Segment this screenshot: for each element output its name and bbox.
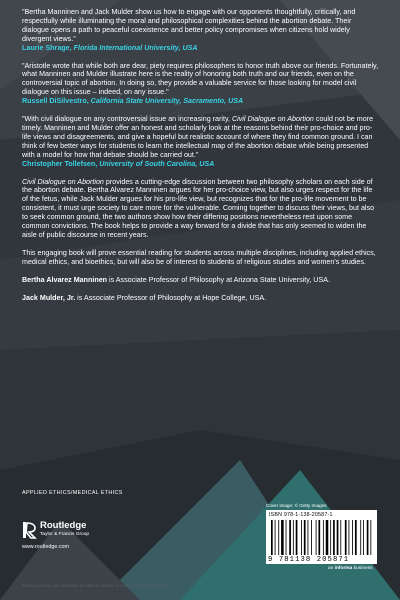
author-bio-1: Bertha Alvarez Manninen is Associate Professor of Philosophy at Arizona State University, USA. bbox=[22, 275, 330, 284]
reviewer-affiliation: Florida International University, USA bbox=[73, 43, 198, 52]
isbn-label: ISBN 978-1-138-20587-1 bbox=[269, 512, 333, 518]
barcode-bar bbox=[271, 520, 273, 555]
barcode-bar bbox=[333, 520, 335, 555]
book-description: Civil Dialogue on Abortion provides a cutting-edge discussion between two philosophy scholars on each side of the abortion debate. Bertha Alvarez Manninen argues for her pro-choice view, but also urges respect for the life of the fetus, while Jack Mulder argues for his pro-life view, but recognizes that for the pro-life movement to be consistent, it must urge society to care more for the vulnerable. Coming together to discuss their views, but also to seek common ground, the two authors show how their differing positions nevertheless rest upon some common convictions. The book helps to provide a way forward for a divide that has only seemed to widen the aisle of public discourse in recent years. bbox=[22, 177, 375, 239]
author-name: Bertha Alvarez Manninen bbox=[22, 275, 108, 284]
informa-business: an informa business bbox=[328, 566, 373, 571]
reviewer-affiliation: California State University, Sacramento, USA bbox=[90, 97, 244, 106]
subject-category: APPLIED ETHICS/MEDICAL ETHICS bbox=[22, 490, 123, 496]
ebook-note: Routledge titles are available as eBook editions in a range of digital formats bbox=[22, 583, 169, 588]
readership-paragraph: This engaging book will prove essential reading for students across multiple disciplines, including applied ethics, medical ethics, and bioethics, but will also be of interest to students of religious studies and women's studies. bbox=[22, 248, 376, 266]
barcode-bar bbox=[323, 520, 324, 555]
barcode-bar bbox=[352, 520, 353, 555]
quote-attribution bbox=[22, 160, 380, 169]
barcode-icon bbox=[269, 520, 374, 555]
barcode-bar bbox=[318, 520, 320, 555]
review-quote-1 bbox=[22, 8, 380, 53]
book-title: Civil Dialogue on Abortion bbox=[231, 115, 314, 124]
reviewer-name: Russell DiSilvestro, bbox=[22, 97, 89, 106]
barcode-bar bbox=[278, 520, 279, 555]
publisher-website[interactable]: www.routledge.com bbox=[22, 544, 70, 550]
quote-text: "Bertha Manninen and Jack Mulder show us how to engage with our opponents thoughtfully, critically, and respectfully while illuminating the moral and philosophical complexities behind the abortion debate. Their dialogue opens a path to peaceful coexistence and better policy compromises when citizens hold widely divergent views." bbox=[22, 8, 356, 43]
barcode-bar bbox=[301, 520, 302, 555]
isbn-digits: 9 781138 205871 bbox=[268, 556, 350, 564]
routledge-logo-icon bbox=[22, 520, 38, 540]
barcode-bar bbox=[363, 520, 364, 555]
quote-attribution bbox=[22, 44, 380, 53]
barcode-bar bbox=[316, 520, 317, 555]
quote-text: "With civil dialogue on any controversial issue an increasing rarity, Civil Dialogue on Abortion could not be more timely. Manninen and Mulder offer an honest and scholarly look at the reasons behind their pro-choice and pro-life views and disagreements, and give a hopeful but realistic account of where they find common ground. I can think of few better ways for students to learn the intellectual map of the abortion debate while being presented with a model for how that debate should be carried out." bbox=[22, 115, 374, 159]
barcode-bar bbox=[275, 520, 276, 555]
reviewer-name: Laurie Shrage, bbox=[22, 43, 72, 52]
barcode-bar bbox=[308, 520, 309, 555]
barcode-bar bbox=[311, 520, 312, 555]
review-quote-2 bbox=[22, 62, 380, 107]
barcode-bar bbox=[367, 520, 369, 555]
publisher-name: Routledge bbox=[40, 520, 87, 531]
barcode-bar bbox=[355, 520, 357, 555]
barcode-bar bbox=[340, 520, 341, 555]
barcode-bar bbox=[304, 520, 306, 555]
barcode-bar bbox=[349, 520, 350, 555]
barcode-bar bbox=[337, 520, 339, 555]
barcode-bar bbox=[286, 520, 287, 555]
barcode-bar bbox=[289, 520, 291, 555]
reviewer-name: Christopher Tollefsen, bbox=[22, 159, 98, 168]
review-quote-3 bbox=[22, 115, 380, 168]
barcode-bar bbox=[345, 520, 347, 555]
quote-attribution bbox=[22, 97, 380, 106]
reviewer-affiliation: University of South Carolina, USA bbox=[99, 159, 215, 168]
cover-image-credit: Cover image: © Getty Images bbox=[266, 503, 327, 508]
barcode-bar bbox=[360, 520, 361, 555]
barcode-bar bbox=[281, 520, 284, 555]
barcode-bar bbox=[330, 520, 331, 555]
barcode-bar bbox=[326, 520, 329, 555]
quote-text: "Aristotle wrote that while both are dear, piety requires philosophers to honor truth above our friends. Fortunately, what Manninen and Mulder illustrate here is the reality of honoring both truth and our friends, even on the controversial topic of abortion. In doing so, they provide a valuable service for those looking for model civil dialogue on this issue – indeed, on any issue." bbox=[22, 61, 379, 97]
author-name: Jack Mulder, Jr. bbox=[22, 293, 76, 302]
isbn-barcode-box bbox=[266, 510, 377, 564]
barcode-bar bbox=[293, 520, 294, 555]
barcode-bar bbox=[296, 520, 298, 555]
barcode-bar bbox=[370, 520, 371, 555]
back-cover-text bbox=[22, 8, 380, 311]
author-bio-2: Jack Mulder, Jr. is Associate Professor of Philosophy at Hope College, USA. bbox=[22, 293, 267, 302]
book-title: Civil Dialogue on Abortion bbox=[22, 177, 104, 186]
publisher-group: Taylor & Francis Group bbox=[40, 532, 90, 537]
